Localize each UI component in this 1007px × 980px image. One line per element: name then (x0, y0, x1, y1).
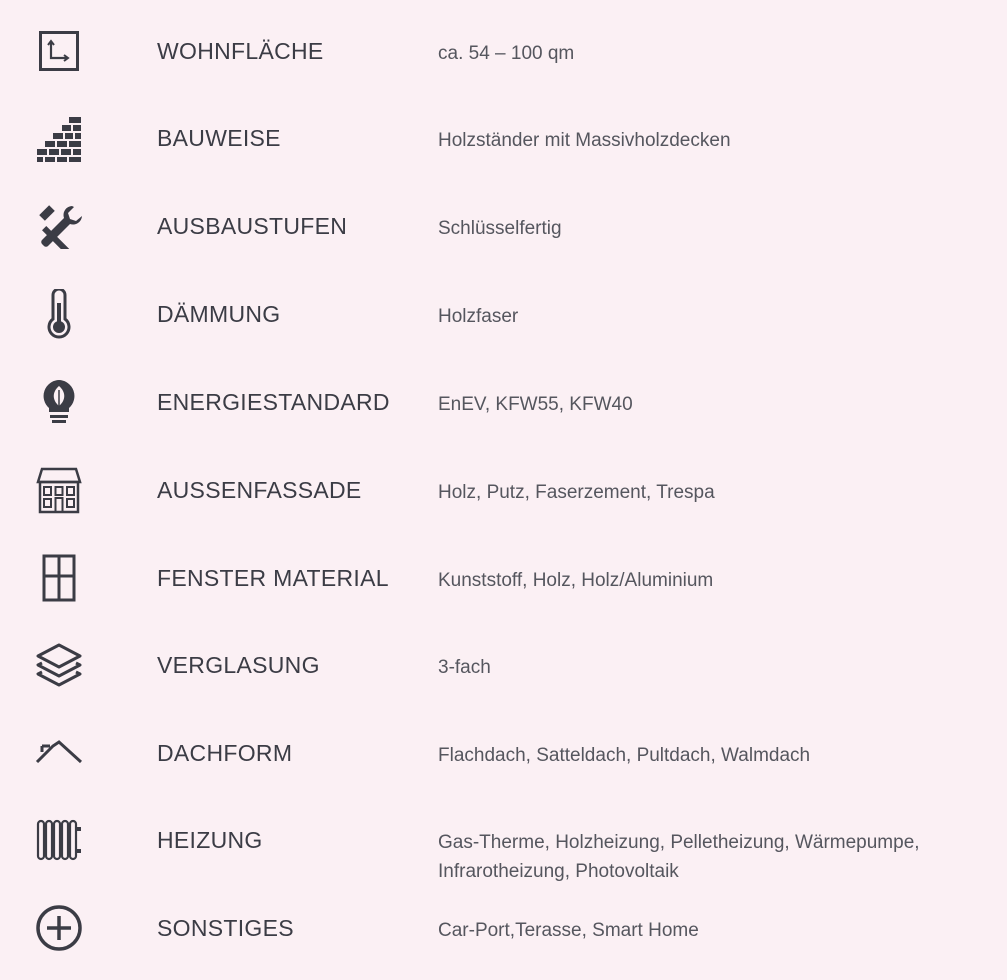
spec-row-aussenfassade (0, 464, 1007, 524)
spec-row-fenster-material (0, 552, 1007, 612)
spec-row-energiestandard (0, 376, 1007, 436)
spec-row-wohnflaeche (0, 25, 1007, 85)
spec-value: Flachdach, Satteldach, Pultdach, Walmdach (438, 745, 811, 766)
spec-value: ca. 54 – 100 qm (438, 43, 575, 64)
window-icon (33, 552, 85, 604)
layers-icon (33, 639, 85, 691)
spec-label: VERGLASUNG (157, 652, 320, 678)
plus-circle-icon (33, 902, 85, 954)
spec-row-sonstiges (0, 902, 1007, 962)
spec-label: DACHFORM (157, 740, 293, 766)
spec-label: AUSSENFASSADE (157, 477, 362, 503)
floor-area-icon (33, 25, 85, 77)
spec-row-bauweise (0, 112, 1007, 172)
spec-label: SONSTIGES (157, 915, 294, 941)
spec-row-ausbaustufen (0, 200, 1007, 260)
thermometer-icon (33, 288, 85, 340)
spec-value: Holzständer mit Massivholzdecken (438, 130, 731, 151)
spec-label: BAUWEISE (157, 125, 281, 151)
spec-value: Kunststoff, Holz, Holz/Aluminium (438, 570, 714, 591)
brick-wall-icon (33, 112, 85, 164)
spec-row-dachform (0, 727, 1007, 787)
spec-row-heizung (0, 814, 1007, 894)
roof-icon (33, 727, 85, 779)
spec-value: Car-Port,Terasse, Smart Home (438, 920, 699, 941)
radiator-icon (33, 814, 85, 866)
spec-value: Gas-Therme, Holzheizung, Pelletheizung, Wärmepumpe, Infrarotheizung, Photovoltaik (438, 832, 920, 882)
spec-row-daemmung (0, 288, 1007, 348)
spec-label: WOHNFLÄCHE (157, 38, 324, 64)
spec-value: Holz, Putz, Faserzement, Trespa (438, 482, 715, 503)
spec-label: FENSTER MATERIAL (157, 565, 389, 591)
spec-label: AUSBAUSTUFEN (157, 213, 348, 239)
spec-label: DÄMMUNG (157, 301, 281, 327)
spec-label: HEIZUNG (157, 827, 263, 853)
spec-label: ENERGIESTANDARD (157, 389, 390, 415)
spec-value: Schlüsselfertig (438, 218, 562, 239)
spec-value: Holzfaser (438, 306, 519, 327)
spec-row-verglasung (0, 639, 1007, 699)
house-facade-icon (33, 464, 85, 516)
eco-bulb-icon (33, 376, 85, 428)
tools-icon (33, 200, 85, 252)
spec-value: EnEV, KFW55, KFW40 (438, 394, 633, 415)
spec-value: 3-fach (438, 657, 491, 678)
